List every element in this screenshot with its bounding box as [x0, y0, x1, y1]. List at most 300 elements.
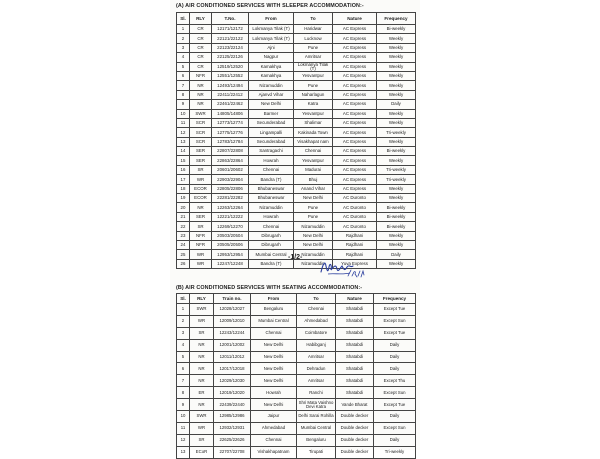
cell-to: Kakinada Town	[294, 128, 333, 137]
cell-train-no: 12775/12776	[212, 128, 249, 137]
cell-from: Dibrugarh	[249, 240, 294, 249]
cell-train-no: 22625/22626	[214, 434, 251, 446]
cell-from: Lingampalli	[249, 128, 294, 137]
cell-sl: 7	[177, 81, 190, 90]
cell-frequency: Weekly	[377, 81, 416, 90]
cell-from: Dibrugarh	[249, 231, 294, 240]
cell-train-no: 12019/12020	[214, 387, 251, 399]
cell-nature: AC Express	[333, 184, 377, 193]
cell-to: Habibganj	[297, 339, 336, 351]
cell-train-no: 22461/22462	[212, 100, 249, 109]
cell-to: Bengaluru	[297, 434, 336, 446]
cell-frequency: Daily	[374, 339, 416, 351]
cell-from: Ajni	[249, 43, 294, 52]
cell-train-no: 20503/20504	[212, 231, 249, 240]
cell-nature: AC Express	[333, 53, 377, 62]
cell-train-no: 22439/22440	[214, 399, 251, 411]
table-row	[177, 375, 416, 387]
cell-frequency: Tri-weekly	[377, 165, 416, 174]
table-row	[177, 446, 416, 458]
cell-rly: NR	[190, 203, 212, 212]
cell-to: Katra	[294, 100, 333, 109]
cell-train-no: 12017/12018	[214, 363, 251, 375]
cell-rly: SCR	[190, 137, 212, 146]
cell-from: Mumbai Central	[249, 250, 294, 259]
cell-frequency: Daily	[374, 434, 416, 446]
header-from: From	[249, 13, 294, 25]
cell-from: Secunderabad	[249, 118, 294, 127]
cell-sl: 24	[177, 240, 190, 249]
cell-nature: AC Express	[333, 43, 377, 52]
cell-to: Chennai	[294, 147, 333, 156]
cell-sl: 13	[177, 446, 190, 458]
table-row	[177, 339, 416, 351]
cell-train-no: 12001/12002	[214, 339, 251, 351]
cell-to: Naharlagun	[294, 90, 333, 99]
cell-sl: 5	[177, 351, 190, 363]
cell-nature: AC Express	[333, 34, 377, 43]
table-row	[177, 81, 416, 90]
cell-rly: SER	[190, 156, 212, 165]
cell-frequency: Weekly	[377, 71, 416, 80]
table-row	[177, 304, 416, 316]
cell-train-no: 12985/12986	[214, 411, 251, 423]
cell-frequency: Weekly	[377, 90, 416, 99]
cell-frequency: Except Tue	[374, 399, 416, 411]
table-row	[177, 231, 416, 240]
cell-nature: Double decker	[336, 434, 374, 446]
cell-train-no: 12773/12774	[212, 118, 249, 127]
cell-sl: 12	[177, 434, 190, 446]
cell-rly: CR	[190, 53, 212, 62]
table-row	[177, 387, 416, 399]
cell-rly: SWR	[190, 411, 214, 423]
cell-to: Shalimar	[294, 118, 333, 127]
cell-to: Coimbatore	[297, 327, 336, 339]
table-row	[177, 90, 416, 99]
cell-rly: SWR	[190, 109, 212, 118]
cell-nature: Shatabdi	[336, 339, 374, 351]
table-row	[177, 128, 416, 137]
section-b-heading: (B) AIR CONDITIONED SERVICES WITH SEATING ACCOMMODATION:-	[176, 285, 363, 291]
signature-image	[318, 256, 370, 280]
cell-sl: 1	[177, 304, 190, 316]
cell-train-no: 12269/12270	[212, 222, 249, 231]
cell-frequency: Bi-weekly	[377, 222, 416, 231]
header-frequency: Frequency	[374, 294, 416, 304]
cell-sl: 7	[177, 375, 190, 387]
cell-nature: AC Express	[333, 109, 377, 118]
cell-to: Bhuj	[294, 175, 333, 184]
cell-rly: NR	[190, 351, 214, 363]
cell-frequency: Except Sun	[374, 387, 416, 399]
cell-rly: CR	[190, 62, 212, 71]
cell-from: New Delhi	[249, 100, 294, 109]
cell-frequency: Weekly	[377, 62, 416, 71]
cell-train-no: 20601/20602	[212, 165, 249, 174]
cell-nature: Double decker	[336, 446, 374, 458]
cell-from: Vishakhapatnam	[251, 446, 297, 458]
cell-from: Mumbai Central	[251, 315, 297, 327]
cell-to: Dehradun	[297, 363, 336, 375]
cell-rly: WR	[190, 250, 212, 259]
cell-from: Nizamuddin	[249, 81, 294, 90]
table-row	[177, 62, 416, 71]
cell-from: Santragachi	[249, 147, 294, 156]
cell-from: Nagpur	[249, 53, 294, 62]
cell-to: Nizamuddin	[294, 222, 333, 231]
header-rly: RLY	[190, 13, 212, 25]
header-sl: Sl.	[177, 294, 190, 304]
cell-rly: SR	[190, 222, 212, 231]
header-train-no: Train no.	[214, 294, 251, 304]
cell-nature: AC Express	[333, 71, 377, 80]
cell-train-no: 22123/22124	[212, 43, 249, 52]
cell-frequency: Daily	[374, 363, 416, 375]
cell-to: Mumbai Central	[297, 422, 336, 434]
cell-train-no: 12009/12010	[214, 315, 251, 327]
cell-sl: 9	[177, 399, 190, 411]
cell-to: Ahmedabad	[297, 315, 336, 327]
cell-to: New Delhi	[294, 231, 333, 240]
cell-train-no: 12221/12222	[212, 212, 249, 221]
cell-sl: 5	[177, 62, 190, 71]
cell-frequency: Weekly	[377, 184, 416, 193]
cell-nature: AC Express	[333, 128, 377, 137]
cell-nature: Shatabdi	[336, 315, 374, 327]
cell-from: Chennai	[251, 327, 297, 339]
cell-to: New Delhi	[294, 240, 333, 249]
cell-from: New Delhi	[251, 339, 297, 351]
table-row	[177, 118, 416, 127]
table-row	[177, 240, 416, 249]
cell-frequency: Bi-weekly	[377, 203, 416, 212]
cell-train-no: 12028/12027	[214, 304, 251, 316]
sleeper-services-table	[176, 12, 416, 269]
table-row	[177, 203, 416, 212]
table-row	[177, 222, 416, 231]
cell-train-no: 12783/12784	[212, 137, 249, 146]
header-rly: RLY	[190, 294, 214, 304]
cell-train-no: 20505/20506	[212, 240, 249, 249]
cell-rly: WR	[190, 259, 212, 268]
cell-from: New Delhi	[251, 351, 297, 363]
cell-to: Yesvantpur	[294, 156, 333, 165]
table-row	[177, 422, 416, 434]
cell-nature: Double decker	[336, 422, 374, 434]
table-row	[177, 156, 416, 165]
cell-nature: AC Express	[333, 165, 377, 174]
cell-sl: 10	[177, 411, 190, 423]
cell-rly: SCR	[190, 118, 212, 127]
cell-sl: 14	[177, 147, 190, 156]
cell-rly: SR	[190, 165, 212, 174]
cell-frequency: Except Tue	[374, 304, 416, 316]
cell-frequency: Weekly	[377, 53, 416, 62]
cell-from: Kamakhya	[249, 71, 294, 80]
cell-sl: 15	[177, 156, 190, 165]
header-nature: Nature	[336, 294, 374, 304]
cell-to: Amritsar	[297, 375, 336, 387]
cell-frequency: Weekly	[377, 43, 416, 52]
table-row	[177, 165, 416, 174]
cell-to: Chennai	[297, 304, 336, 316]
cell-to: Anand Vihar	[294, 184, 333, 193]
cell-rly: WR	[190, 315, 214, 327]
cell-sl: 8	[177, 90, 190, 99]
cell-nature: AC Express	[333, 81, 377, 90]
cell-frequency: Except Sun	[374, 315, 416, 327]
cell-sl: 21	[177, 212, 190, 221]
cell-train-no: 22411/22412	[212, 90, 249, 99]
cell-sl: 20	[177, 203, 190, 212]
cell-sl: 11	[177, 422, 190, 434]
table-row	[177, 212, 416, 221]
cell-to: Yesvantpur	[294, 71, 333, 80]
cell-to: Tirupati	[297, 446, 336, 458]
cell-frequency: Bi-weekly	[377, 147, 416, 156]
cell-sl: 4	[177, 339, 190, 351]
cell-rly: WR	[190, 422, 214, 434]
cell-from: Chennai	[249, 165, 294, 174]
cell-nature: Shatabdi	[336, 327, 374, 339]
cell-rly: NR	[190, 81, 212, 90]
cell-from: Bandra (T)	[249, 175, 294, 184]
table-row	[177, 399, 416, 411]
table-row	[177, 411, 416, 423]
page-number: -1/2-	[288, 254, 303, 261]
cell-nature: Shatabdi	[336, 351, 374, 363]
cell-sl: 9	[177, 100, 190, 109]
cell-rly: NFR	[190, 240, 212, 249]
cell-nature: AC Express	[333, 62, 377, 71]
cell-frequency: Weekly	[377, 118, 416, 127]
header-to: To	[294, 13, 333, 25]
cell-frequency: Weekly	[377, 231, 416, 240]
cell-sl: 11	[177, 118, 190, 127]
cell-rly: NR	[190, 90, 212, 99]
cell-from: Secunderabad	[249, 137, 294, 146]
cell-from: Bengaluru	[251, 304, 297, 316]
cell-train-no: 12953/12954	[212, 250, 249, 259]
cell-sl: 13	[177, 137, 190, 146]
cell-nature: Rajdhani	[333, 250, 377, 259]
cell-nature: AC Express	[333, 118, 377, 127]
cell-sl: 10	[177, 109, 190, 118]
cell-nature: AC Duronto	[333, 222, 377, 231]
cell-rly: ER	[190, 387, 214, 399]
cell-sl: 3	[177, 43, 190, 52]
cell-sl: 12	[177, 128, 190, 137]
cell-rly: SR	[190, 327, 214, 339]
cell-sl: 6	[177, 363, 190, 375]
cell-sl: 16	[177, 165, 190, 174]
cell-sl: 4	[177, 53, 190, 62]
cell-from: Lokmanya Tilak (T)	[249, 25, 294, 34]
cell-to: New Delhi	[294, 194, 333, 203]
cell-frequency: Weekly	[377, 109, 416, 118]
cell-frequency: Weekly	[377, 156, 416, 165]
cell-to: Amritsar	[297, 351, 336, 363]
cell-nature: Vande Bharat	[336, 399, 374, 411]
cell-train-no: 22805/22806	[212, 184, 249, 193]
cell-train-no: 12243/12244	[214, 327, 251, 339]
header-train-no: T.No.	[212, 13, 249, 25]
cell-nature: AC Express	[333, 100, 377, 109]
table-row	[177, 363, 416, 375]
cell-sl: 6	[177, 71, 190, 80]
cell-nature: Shatabdi	[336, 387, 374, 399]
cell-sl: 23	[177, 231, 190, 240]
table-row	[177, 43, 416, 52]
cell-frequency: Tri-weekly	[377, 175, 416, 184]
cell-train-no: 12171/12172	[212, 25, 249, 34]
cell-rly: SER	[190, 212, 212, 221]
cell-rly: CR	[190, 34, 212, 43]
cell-from: Howrah	[249, 156, 294, 165]
table-row	[177, 34, 416, 43]
cell-rly: SCR	[190, 128, 212, 137]
cell-rly: NFR	[190, 231, 212, 240]
cell-from: Lokmanya Tilak (T)	[249, 34, 294, 43]
cell-train-no: 12247/12248	[212, 259, 249, 268]
cell-rly: NR	[190, 339, 214, 351]
cell-rly: NR	[190, 100, 212, 109]
cell-frequency: Weekly	[377, 34, 416, 43]
cell-to: Nizamuddin	[294, 250, 333, 259]
header-nature: Nature	[333, 13, 377, 25]
cell-frequency: Bi-weekly	[377, 212, 416, 221]
header-frequency: Frequency	[377, 13, 416, 25]
cell-from: Barmer	[249, 109, 294, 118]
cell-to: Delhi Sarai Rohilla	[297, 411, 336, 423]
cell-to: Lucknow	[294, 34, 333, 43]
cell-from: Nizamuddin	[249, 203, 294, 212]
cell-frequency: Tri-weekly	[374, 446, 416, 458]
cell-sl: 17	[177, 175, 190, 184]
table-row	[177, 351, 416, 363]
cell-train-no: 12029/12030	[214, 375, 251, 387]
cell-train-no: 14805/14806	[212, 109, 249, 118]
cell-rly: NR	[190, 363, 214, 375]
table-row	[177, 100, 416, 109]
cell-train-no: 12519/12520	[212, 62, 249, 71]
cell-to: Pune	[294, 212, 333, 221]
cell-from: Bandra (T)	[249, 259, 294, 268]
cell-to: Pune	[294, 43, 333, 52]
cell-to: Pune	[294, 203, 333, 212]
cell-train-no: 12263/12264	[212, 203, 249, 212]
cell-from: Jaipur	[251, 411, 297, 423]
cell-rly: ECoR	[190, 446, 214, 458]
table-row	[177, 147, 416, 156]
cell-nature: AC Express	[333, 137, 377, 146]
cell-nature: Shatabdi	[336, 304, 374, 316]
table-row	[177, 194, 416, 203]
cell-train-no: 22281/22282	[212, 194, 249, 203]
table-row	[177, 71, 416, 80]
cell-to: Visakhapat nam	[294, 137, 333, 146]
cell-nature: Shatabdi	[336, 375, 374, 387]
cell-rly: NR	[190, 399, 214, 411]
cell-train-no: 12551/12552	[212, 71, 249, 80]
cell-from: New Delhi	[251, 399, 297, 411]
table-header-row	[177, 294, 416, 304]
cell-sl: 22	[177, 222, 190, 231]
cell-from: Chennai	[251, 434, 297, 446]
cell-from: New Delhi	[251, 375, 297, 387]
cell-to: Pune	[294, 81, 333, 90]
table-row	[177, 315, 416, 327]
cell-rly: WR	[190, 175, 212, 184]
cell-to: Shri Mata Vaishno Devi Katra	[297, 399, 336, 411]
cell-frequency: Except Tue	[374, 327, 416, 339]
cell-nature: AC Express	[333, 147, 377, 156]
table-row	[177, 53, 416, 62]
cell-from: Ahmedabad	[251, 422, 297, 434]
cell-from: Bhubaneswar	[249, 194, 294, 203]
cell-to: Madurai	[294, 165, 333, 174]
cell-sl: 2	[177, 315, 190, 327]
cell-train-no: 22863/22864	[212, 156, 249, 165]
cell-train-no: 22807/22808	[212, 147, 249, 156]
cell-train-no: 22121/22122	[212, 34, 249, 43]
cell-to: Ranchi	[297, 387, 336, 399]
cell-from: Kamakhya	[249, 62, 294, 71]
table-row	[177, 175, 416, 184]
cell-from: Bhubaneswar	[249, 184, 294, 193]
cell-frequency: Daily	[374, 411, 416, 423]
cell-sl: 18	[177, 184, 190, 193]
header-from: From	[251, 294, 297, 304]
table-row	[177, 434, 416, 446]
cell-train-no: 22125/22126	[212, 53, 249, 62]
cell-nature: AC Express	[333, 90, 377, 99]
cell-nature: AC Express	[333, 156, 377, 165]
table-row	[177, 137, 416, 146]
cell-nature: AC Duronto	[333, 194, 377, 203]
cell-from: Chennai	[249, 222, 294, 231]
cell-frequency: Weekly	[377, 194, 416, 203]
cell-frequency: Daily	[377, 250, 416, 259]
cell-to: Amritsar	[294, 53, 333, 62]
cell-nature: AC Duronto	[333, 203, 377, 212]
cell-from: New Delhi	[251, 363, 297, 375]
cell-sl: 3	[177, 327, 190, 339]
cell-frequency: Tri-weekly	[377, 128, 416, 137]
cell-nature: Shatabdi	[336, 363, 374, 375]
cell-train-no: 12932/12931	[214, 422, 251, 434]
cell-sl: 2	[177, 34, 190, 43]
cell-rly: ECOR	[190, 194, 212, 203]
cell-train-no: 12011/12012	[214, 351, 251, 363]
cell-sl: 8	[177, 387, 190, 399]
cell-to: Yesvantpur	[294, 109, 333, 118]
cell-frequency: Weekly	[377, 259, 416, 268]
cell-frequency: Except Thu	[374, 375, 416, 387]
cell-from: Ajanvd Vihar	[249, 90, 294, 99]
cell-from: Howrah	[249, 212, 294, 221]
cell-nature: Double decker	[336, 411, 374, 423]
cell-frequency: Except Sun	[374, 422, 416, 434]
cell-rly: SR	[190, 434, 214, 446]
cell-frequency: Weekly	[377, 240, 416, 249]
table-row	[177, 184, 416, 193]
cell-frequency: Bi-weekly	[377, 25, 416, 34]
cell-nature: Rajdhani	[333, 240, 377, 249]
cell-rly: ECOR	[190, 184, 212, 193]
cell-nature: AC Duronto	[333, 212, 377, 221]
